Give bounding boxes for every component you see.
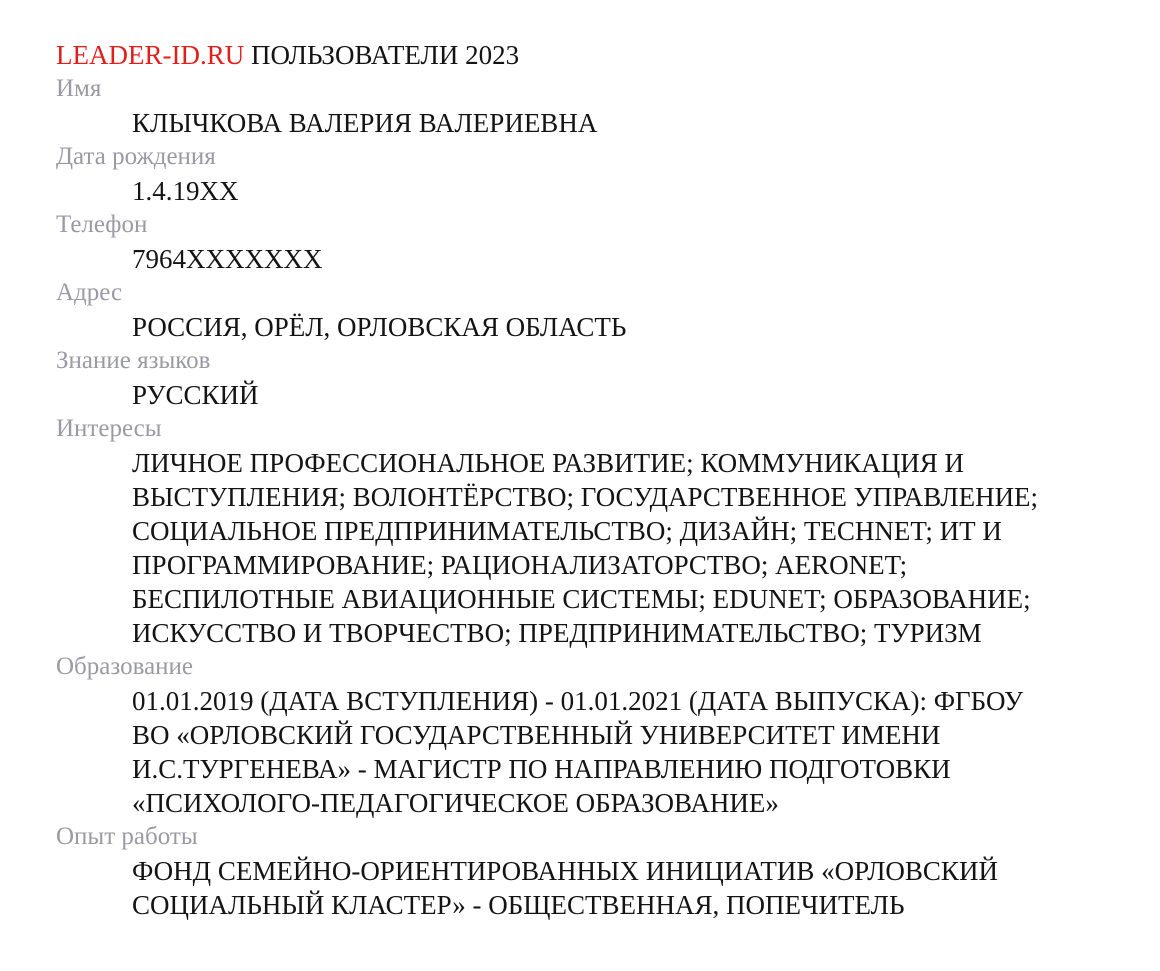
field-interests xyxy=(56,412,1146,650)
field-value-experience xyxy=(132,854,1132,922)
field-birthdate xyxy=(56,140,1146,208)
education-line: 01.01.2019 (ДАТА ВСТУПЛЕНИЯ) - 01.01.2021 (ДАТА ВЫПУСКА): ФГБОУ xyxy=(132,686,1024,716)
field-value-birthdate: 1.4.19XX xyxy=(132,176,239,206)
interests-line: ЛИЧНОЕ ПРОФЕССИОНАЛЬНОЕ РАЗВИТИЕ; КОММУНИКАЦИЯ И xyxy=(132,448,965,478)
field-value-name: КЛЫЧКОВА ВАЛЕРИЯ ВАЛЕРИЕВНА xyxy=(132,108,598,138)
field-label-birthdate: Дата рождения xyxy=(56,143,216,170)
interests-line: БЕСПИЛОТНЫЕ АВИАЦИОННЫЕ СИСТЕМЫ; EDUNET; ОБРАЗОВАНИЕ; xyxy=(132,584,1031,614)
field-value-phone: 7964XXXXXXX xyxy=(132,244,323,274)
field-label-interests: Интересы xyxy=(56,415,162,442)
interests-line: ПРОГРАММИРОВАНИЕ; РАЦИОНАЛИЗАТОРСТВО; AERONET; xyxy=(132,550,908,580)
experience-line: СОЦИАЛЬНЫЙ КЛАСТЕР» - ОБЩЕСТВЕННАЯ, ПОПЕЧИТЕЛЬ xyxy=(132,890,905,920)
education-line: «ПСИХОЛОГО-ПЕДАГОГИЧЕСКОЕ ОБРАЗОВАНИЕ» xyxy=(132,788,779,818)
field-languages xyxy=(56,344,1146,412)
field-label-education: Образование xyxy=(56,653,194,680)
interests-line: СОЦИАЛЬНОЕ ПРЕДПРИНИМАТЕЛЬСТВО; ДИЗАЙН; TECHNET; ИТ И xyxy=(132,516,1002,546)
field-name xyxy=(56,72,1146,140)
field-label-name: Имя xyxy=(56,75,102,102)
field-value-address: РОССИЯ, ОРЁЛ, ОРЛОВСКАЯ ОБЛАСТЬ xyxy=(132,312,627,342)
education-line: И.С.ТУРГЕНЕВА» - МАГИСТР ПО НАПРАВЛЕНИЮ ПОДГОТОВКИ xyxy=(132,754,951,784)
field-address xyxy=(56,276,1146,344)
interests-line: ИСКУССТВО И ТВОРЧЕСТВО; ПРЕДПРИНИМАТЕЛЬСТВО; ТУРИЗМ xyxy=(132,618,982,648)
field-label-experience: Опыт работы xyxy=(56,823,198,850)
document-header xyxy=(56,38,1146,72)
field-phone xyxy=(56,208,1146,276)
field-value-interests xyxy=(132,446,1132,650)
field-experience xyxy=(56,820,1146,922)
field-value-education xyxy=(132,684,1132,820)
field-value-languages: РУССКИЙ xyxy=(132,380,259,410)
field-education xyxy=(56,650,1146,820)
document-title: ПОЛЬЗОВАТЕЛИ 2023 xyxy=(250,40,520,70)
field-label-phone: Телефон xyxy=(56,211,148,238)
interests-line: ВЫСТУПЛЕНИЯ; ВОЛОНТЁРСТВО; ГОСУДАРСТВЕННОЕ УПРАВЛЕНИЕ; xyxy=(132,482,1039,512)
field-label-languages: Знание языков xyxy=(56,347,211,374)
brand-name: LEADER-ID.RU xyxy=(56,40,245,70)
profile-document xyxy=(56,38,1146,922)
experience-line: ФОНД СЕМЕЙНО-ОРИЕНТИРОВАННЫХ ИНИЦИАТИВ «ОРЛОВСКИЙ xyxy=(132,856,998,886)
education-line: ВО «ОРЛОВСКИЙ ГОСУДАРСТВЕННЫЙ УНИВЕРСИТЕТ ИМЕНИ xyxy=(132,720,941,750)
field-label-address: Адрес xyxy=(56,279,123,306)
